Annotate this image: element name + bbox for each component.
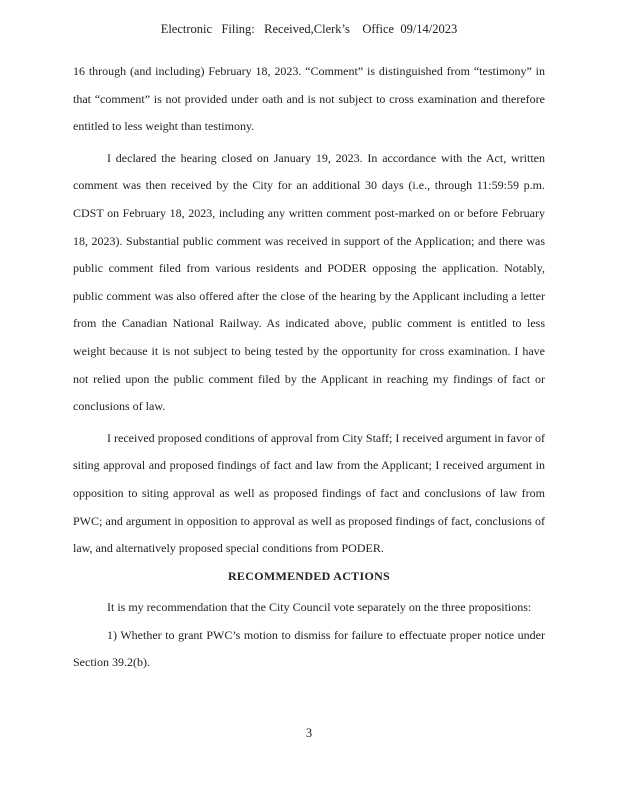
section-heading: RECOMMENDED ACTIONS — [227, 568, 391, 583]
paragraph-proposed-conditions: I received proposed conditions of approval from City Staff; I received argument in favor of siting approval and proposed findings of fact and law from the Applicant; I received argument in opposition to siting approval as well as proposed findings of fact and conclusions of law from PWC; and argument in opposition to approval as well as proposed findings of fact, conclusions of law, and alternatively proposed special conditions from PODER. — [73, 430, 545, 556]
paragraph-hearing-closed: I declared the hearing closed on January 19, 2023. In accordance with the Act, written comment was then received by the City for an additional 30 days (i.e., through 11:59:59 p.m. CDST on February 18, 2023, including any written comment post-marked on or before February 18, 2023). Substantial public comment was received in support of the Application; and there was public comment filed from various residents and PODER opposing the application. Notably, public comment was also offered after the close of the hearing by the Applicant including a letter from the Canadian National Railway. As indicated above, public comment is entitled to less weight because it is not subject to being tested by the opportunity for cross examination. I have not relied upon the public comment filed by the Applicant in reaching my findings of fact or conclusions of law. — [73, 150, 545, 414]
recommendation-item-1: 1) Whether to grant PWC’s motion to dismiss for failure to effectuate proper notice under Section 39.2(b). — [73, 627, 545, 670]
document-body — [73, 58, 545, 677]
paragraph-comment-definition: 16 through (and including) February 18, 2023. “Comment” is distinguished from “testimony” in that “comment” is not provided under oath and is not subject to cross examination and therefore entitled to less weight than testimony. — [73, 64, 545, 134]
page-number: 3 — [305, 726, 313, 740]
filing-header: Electronic Filing: Received,Clerk’s Office 09/14/2023 — [160, 22, 458, 36]
recommendation-intro: It is my recommendation that the City Council vote separately on the three propositions: — [107, 600, 532, 615]
